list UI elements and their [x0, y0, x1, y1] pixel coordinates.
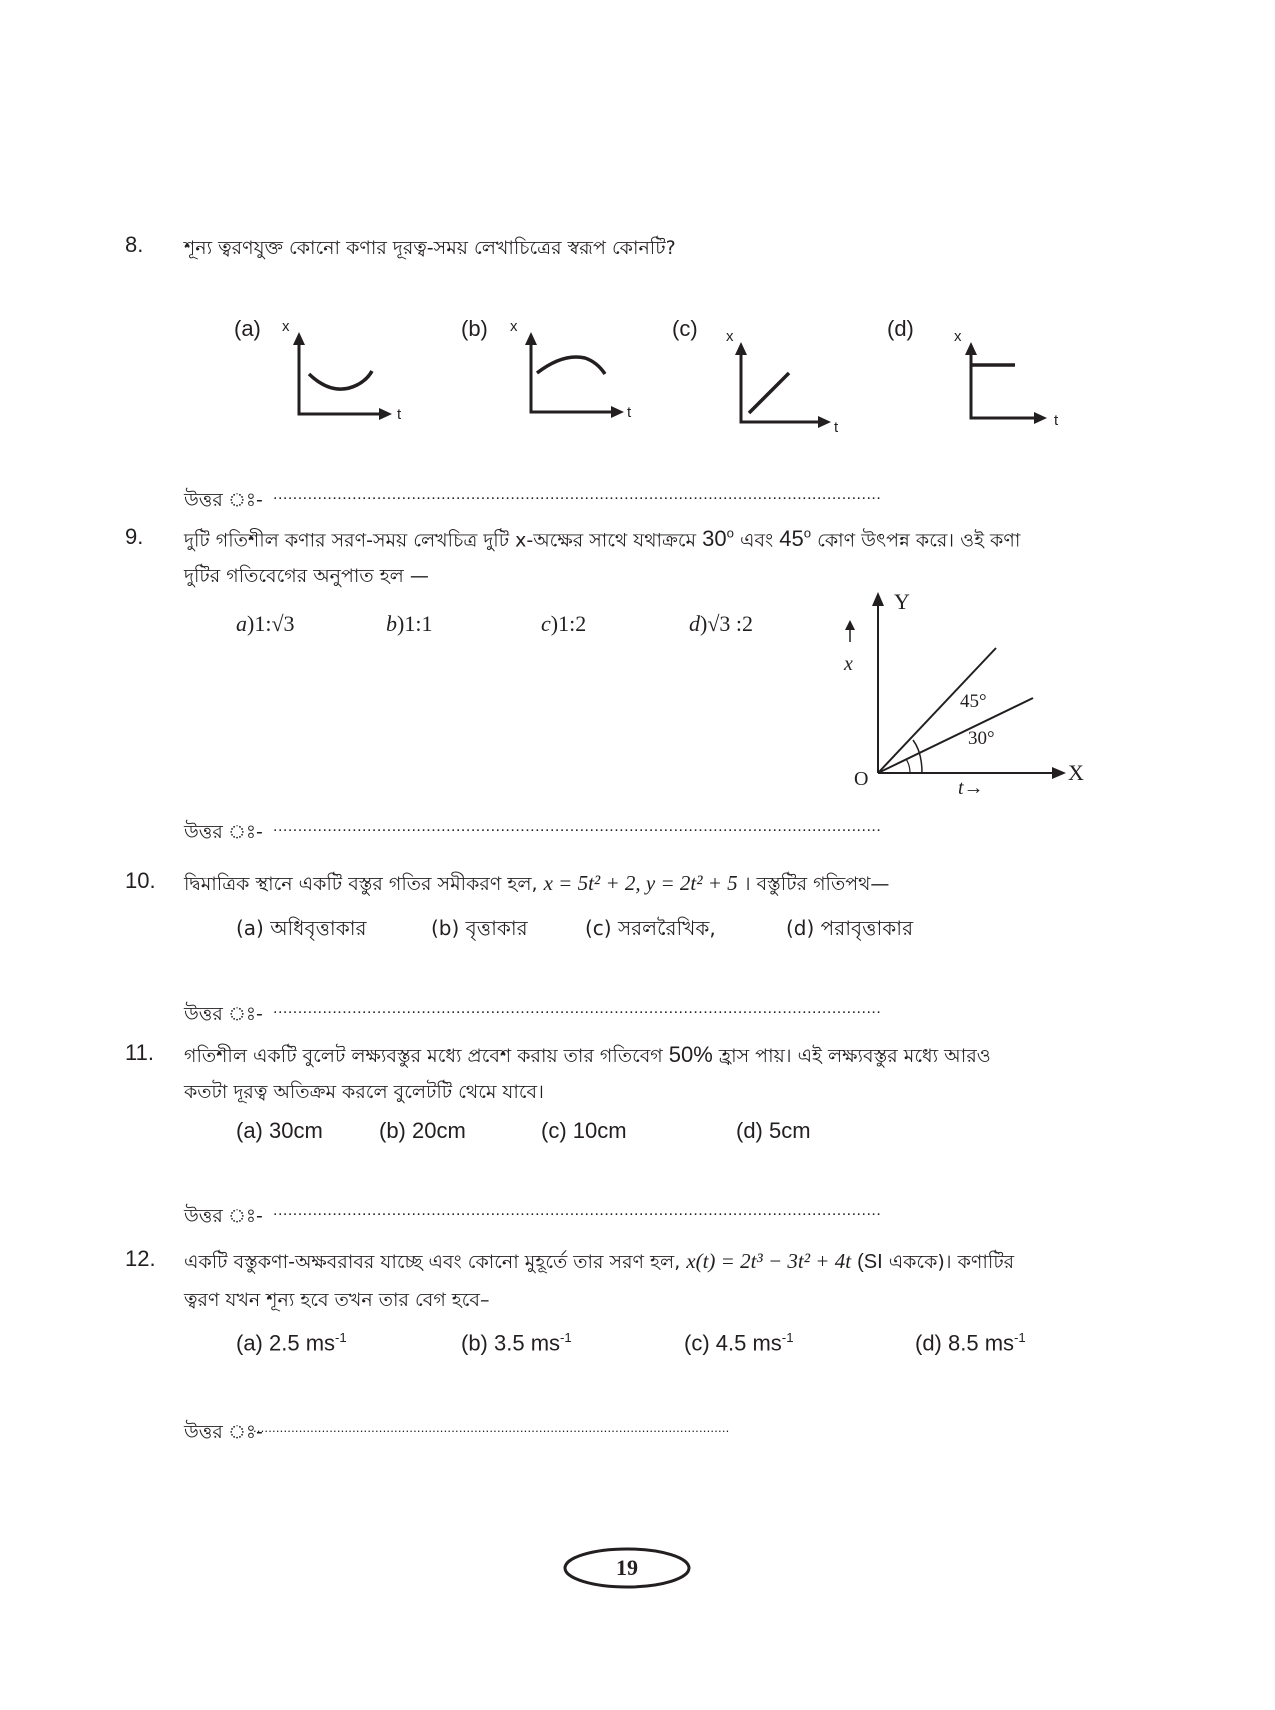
q10-question-line [184, 870, 889, 902]
q9-text-part2: কোণ উৎপন্ন করে। ওই কণা [817, 529, 1021, 552]
q11-answer-line[interactable]: ........................................................................................................................... [273, 1202, 882, 1219]
axis-line [741, 349, 824, 422]
q11-question-line1 [184, 1042, 991, 1074]
y-arrow-head [293, 332, 305, 345]
q10-number: 10. [125, 868, 156, 893]
q11-percent: 50% [668, 1042, 713, 1067]
axis-x-label: x [954, 328, 962, 345]
axis-x-label: x [726, 328, 734, 345]
q10-answer-label: উত্তর ঃ- [184, 1003, 263, 1025]
q9-text-part1: দুটি গতিশীল কণার সরণ-সময় লেখচিত্র দুটি x-অক্ষের সাথে যথাক্রমে [184, 529, 697, 552]
axis-line [971, 349, 1040, 418]
q12-answer-line[interactable]: ............................................................................................................................. [253, 1420, 730, 1435]
q8-graph-d [950, 325, 1080, 435]
q9-graph [838, 589, 1098, 799]
q12-question-line2: ত্বরণ যখন শূন্য হবে তখন তার বেগ হবে– [184, 1289, 490, 1311]
angle-30-label: 30° [968, 728, 995, 749]
q8-graph-b [505, 315, 635, 425]
time-axis-label: t→ [958, 777, 984, 799]
q8-number: 8. [125, 232, 144, 257]
q10-answer-line[interactable]: ........................................................................................................................... [273, 1000, 882, 1017]
angle-45-label: 45° [960, 691, 987, 712]
x-arrow-head [1034, 412, 1047, 424]
axis-t-label: t [397, 406, 402, 423]
q11-option-d: (d) 5cm [736, 1118, 811, 1143]
q8-graph-c [723, 325, 853, 435]
q11-option-a: (a) 30cm [236, 1118, 323, 1143]
q10-text-part2: । বস্তুটির গতিপথ— [743, 873, 890, 895]
q12-option-c: (c) 4.5 $ms^{-1}$ [684, 1330, 794, 1356]
q9-answer-line[interactable]: ........................................................................................................................... [273, 818, 882, 835]
q11-text-part1: গতিশীল একটি বুলেট লক্ষ্যবস্তুর মধ্যে প্রবেশ করায় তার গতিবেগ [184, 1045, 663, 1067]
q8-answer-label: উত্তর ঃ- [184, 489, 263, 511]
q12-text-part1: একটি বস্তুকণা-অক্ষবরাবর যাচ্ছে এবং কোনো মুহূর্তে তার সরণ হল, [184, 1251, 681, 1273]
x-arrow-head [611, 406, 624, 418]
x-axis-label: X [1068, 760, 1084, 785]
q9-angle-45: 45$^o$ [779, 526, 812, 552]
q11-option-b: (b) 20cm [379, 1118, 466, 1143]
y-arrow-head [735, 342, 747, 355]
q8-answer-line[interactable]: ........................................................................................................................... [273, 486, 882, 503]
q12-si: (SI [857, 1251, 883, 1273]
axis-x-label: x [510, 318, 518, 335]
x-arrow-head [379, 408, 392, 420]
q10-option-c: (c) সরলরৈখিক, [585, 916, 716, 940]
q12-equation: x(t) = 2t³ − 3t² + 4t [686, 1249, 852, 1273]
q12-answer-label: উত্তর ঃ- [184, 1421, 263, 1443]
q10-text-part1: দ্বিমাত্রিক স্থানে একটি বস্তুর গতির সমীকরণ হল, [184, 873, 538, 895]
q11-number: 11. [125, 1040, 154, 1065]
q10-equation: x = 5t² + 2, y = 2t² + 5 [543, 871, 738, 895]
q12-number: 12. [125, 1246, 156, 1271]
q8-option-b: (b) [461, 316, 488, 341]
q9-option-a: a)1:√3 [236, 611, 295, 636]
q12-option-b: (b) 3.5 $ms^{-1}$ [461, 1330, 572, 1356]
x-direction-arrow-head [845, 620, 855, 630]
x-axis-arrow [1052, 767, 1066, 779]
q9-option-d: d)√3 :2 [689, 611, 754, 636]
page-number: 19 [616, 1555, 638, 1580]
origin-label: O [854, 768, 869, 790]
straight-line [749, 373, 789, 413]
axis-t-label: t [627, 404, 632, 421]
concave-down-curve [537, 357, 605, 374]
q9-answer-label: উত্তর ঃ- [184, 821, 263, 843]
q9-question-line2: দুটির গতিবেগের অনুপাত হল — [184, 565, 429, 587]
axis-line [531, 339, 617, 412]
q8-graph-a [275, 315, 405, 425]
q8-option-a: (a) [234, 316, 261, 341]
q12-option-a: (a) 2.5 $ms^{-1}$ [236, 1330, 347, 1356]
q9-angle-30: 30$^o$ [702, 526, 734, 552]
q9-conjunction: এবং [740, 529, 774, 552]
q11-answer-label: উত্তর ঃ- [184, 1205, 263, 1227]
q12-text-part2: এককে)। কণাটির [888, 1251, 1015, 1273]
angle-arc-inner [906, 759, 910, 773]
q11-text-part2: হ্রাস পায়। এই লক্ষ্যবস্তুর মধ্যে আরও [718, 1045, 991, 1067]
displacement-x-label: x [844, 653, 853, 675]
y-axis-label: Y [894, 589, 910, 614]
axis-x-label: x [282, 318, 290, 335]
q11-option-c: (c) 10cm [541, 1118, 627, 1143]
q9-option-c: c)1:2 [541, 611, 587, 636]
y-axis-arrow [872, 592, 884, 606]
y-arrow-head [525, 332, 537, 345]
q8-option-c: (c) [672, 316, 698, 341]
q8-option-d: (d) [887, 316, 914, 341]
concave-up-curve [309, 371, 372, 389]
q10-option-b: (b) বৃত্তাকার [431, 916, 528, 940]
y-arrow-head [965, 342, 977, 355]
q12-option-d: (d) 8.5 $ms^{-1}$ [915, 1330, 1026, 1356]
axis-t-label: t [834, 419, 839, 436]
line-30 [878, 698, 1033, 773]
q9-number: 9. [125, 524, 144, 549]
q9-question-line1 [184, 526, 1020, 558]
q11-question-line2: কতটা দূরত্ব অতিক্রম করলে বুলেটটি থেমে যাবে। [184, 1081, 544, 1103]
q8-question-text: শূন্য ত্বরণযুক্ত কোনো কণার দূরত্ব-সময় লেখাচিত্রের স্বরূপ কোনটি? [184, 237, 676, 259]
q12-question-line1 [184, 1248, 1014, 1280]
q10-option-d: (d) পরাবৃত্তাকার [786, 916, 914, 940]
axis-t-label: t [1054, 412, 1059, 429]
q9-option-b: b)1:1 [386, 611, 433, 636]
q10-option-a: (a) অধিবৃত্তাকার [236, 916, 367, 940]
x-arrow-head [818, 416, 831, 428]
